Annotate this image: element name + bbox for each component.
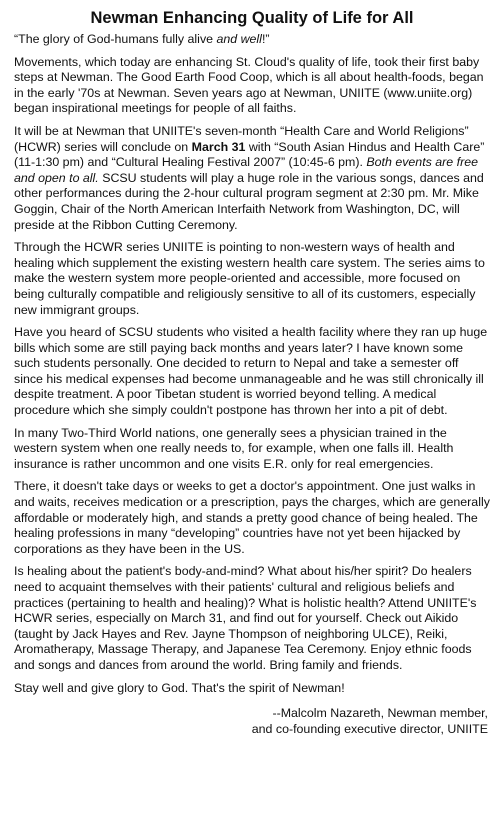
paragraph-two-third-world: In many Two-Third World nations, one generally sees a physician trained in the western system when one really needs to, for example, when one falls ill. Health insurance is rather uncommon and one visits E.R. only for real emergencies. <box>14 425 454 471</box>
signature-line-1: --Malcolm Nazareth, Newman member, <box>272 706 488 721</box>
paragraph-closing: Stay well and give glory to God. That's the spirit of Newman! <box>14 680 345 695</box>
paragraph-holistic-health: Is healing about the patient's body-and-mind? What about his/her spirit? Do healers need to acquaint themselves with their patients' cultural and religious beliefs and practices (pertaining to health and healing)? What is holistic health? Attend UNIITE's HCWR series, especially on March 31, and find out for yourself. Check out Aikido (taught by Jack Hayes and Rev. Jayne Thompson of neighboring ULCE), Reiki, Aromatherapy, Massage Therapy, and Japanese Tea Ceremony. Enjoy ethnic foods and songs and dances from around the world. Bring family and friends. <box>14 564 477 672</box>
paragraph-event-announcement <box>14 124 490 233</box>
paragraph-student-bills: Have you heard of SCSU students who visited a health facility where they ran up huge bills which some are still paying back months and years later? I have known some such students personally. One decided to return to Nepal and take a semester off since his medical expenses had become unmanageable and he was still chronically ill despite treatment. A poor Tibetan student is worried beyond telling. A medical procedure which she simply couldn't postpone has thrown her into a pit of debt. <box>14 325 488 418</box>
opening-quote <box>14 32 490 48</box>
quote-emphasis: and well <box>216 32 262 46</box>
paragraph-doctor-appointment: There, it doesn't take days or weeks to get a doctor's appointment. One just walks in and waits, receives medication or a prescription, pays the charges, which are generally affordable or moderately high, and stands a pretty good chance of being healed. The healing professions in many “developing” countries have not yet been hijacked by corporations as they have been in the US. <box>14 479 490 556</box>
event-text-a: It will be at Newman that UNIITE's seven-month “Health Care and World Religions” (HCWR) series will conclude on <box>14 123 469 154</box>
article-title: Newman Enhancing Quality of Life for All <box>90 9 414 27</box>
paragraph-series-aims: Through the HCWR series UNIITE is pointing to non-western ways of health and healing which supplement the existing western health care system. The series aims to make the western system more people-oriented and accessible, more focused on being culturally compatible and religiously sensitive to all of its customers, especially new immigrant groups. <box>14 240 485 317</box>
event-date: March 31 <box>191 139 246 154</box>
quote-text-start: “The glory of God-humans fully alive <box>14 32 217 46</box>
event-text-c: SCSU students will play a huge role in the various songs, dances and other performances during the 2-hour cultural program segment at 2:30 pm. Mr. Mike Goggin, Chair of the North American Interfaith Network from Washington, DC, will preside at the Ribbon Cutting Ceremony. <box>14 170 484 232</box>
event-text-b: with “South Asian Hindus and Health Care” (11-1:30 pm) and “Cultural Healing Festival 2007” (10:45-6 pm). <box>14 139 485 170</box>
paragraph-movements: Movements, which today are enhancing St. Cloud's quality of life, took their first baby steps at Newman. The Good Earth Food Coop, which is all about health-foods, began in the early '70s at Newman. Seven years ago at Newman, UNIITE (www.uniite.org) began inspirational meetings for people of all faiths. <box>14 54 484 116</box>
event-free-note: Both events are free and open to all. <box>14 155 478 185</box>
signature-line-2: and co-founding executive director, UNIITE <box>251 721 488 736</box>
quote-text-end: !” <box>261 32 270 46</box>
signature-block <box>14 706 490 737</box>
